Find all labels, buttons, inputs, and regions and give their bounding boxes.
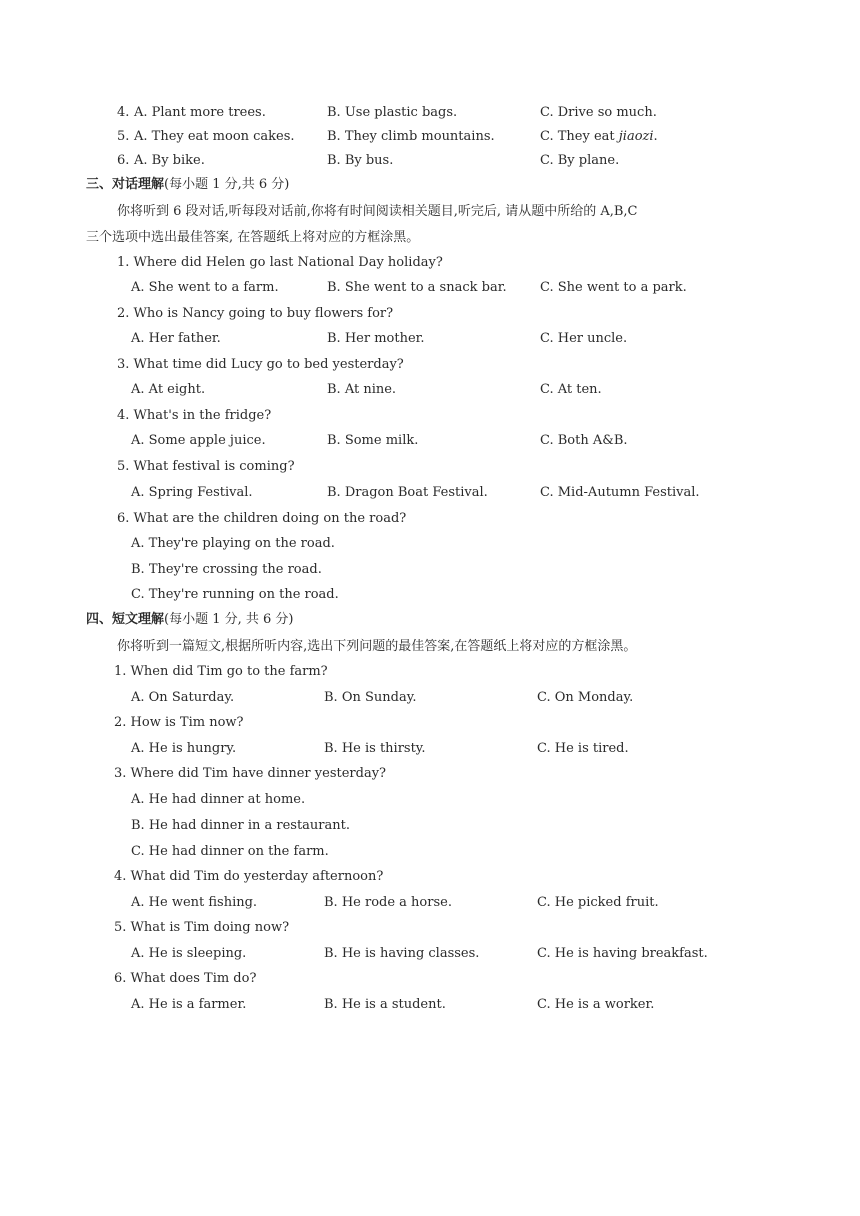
s4-q2-option-a: A. He is hungry.	[131, 741, 237, 756]
s4-q6-option-b: B. He is a student.	[324, 997, 446, 1012]
s4-q5-option-c: C. He is having breakfast.	[537, 946, 708, 961]
s4-q6-question: 6. What does Tim do?	[114, 971, 257, 986]
s3-q5-option-b: B. Dragon Boat Festival.	[327, 485, 488, 500]
s3-q1-question: 1. Where did Helen go last National Day holiday?	[117, 255, 443, 270]
s3-q2-question: 2. Who is Nancy going to buy flowers for?	[117, 306, 394, 321]
s3-q1-option-b: B. She went to a snack bar.	[327, 280, 507, 295]
s4-q4-option-a: A. He went fishing.	[131, 895, 258, 910]
section3-note: (每小题 1 分,共 6 分)	[164, 177, 290, 192]
s4-q1-question: 1. When did Tim go to the farm?	[114, 664, 328, 679]
s3-q5-option-c: C. Mid-Autumn Festival.	[540, 485, 700, 500]
p2-q6-option-b: B. By bus.	[327, 153, 394, 168]
s4-q5-question: 5. What is Tim doing now?	[114, 920, 290, 935]
s3-q6-option-a: A. They're playing on the road.	[131, 536, 335, 551]
s4-q3-option-a: A. He had dinner at home.	[131, 792, 306, 807]
s4-q1-option-a: A. On Saturday.	[131, 690, 235, 705]
s3-q3-option-c: C. At ten.	[540, 382, 602, 397]
s4-q5-option-b: B. He is having classes.	[324, 946, 480, 961]
s3-q3-option-a: A. At eight.	[131, 382, 206, 397]
p2-q5-option-c: C. They eat jiaozi.	[540, 129, 658, 144]
s3-q4-option-b: B. Some milk.	[327, 433, 419, 448]
section3-title: 三、对话理解	[86, 177, 165, 192]
p2-q4-option-c: C. Drive so much.	[540, 105, 657, 120]
s4-q3-option-b: B. He had dinner in a restaurant.	[131, 818, 350, 833]
s3-q1-option-c: C. She went to a park.	[540, 280, 687, 295]
p2-q4-option-a: A. Plant more trees.	[134, 105, 266, 120]
section3-instruction-line2: 三个选项中选出最佳答案, 在答题纸上将对应的方框涂黑。	[86, 230, 420, 245]
s4-q2-question: 2. How is Tim now?	[114, 715, 244, 730]
s3-q5-option-a: A. Spring Festival.	[131, 485, 253, 500]
s3-q1-option-a: A. She went to a farm.	[131, 280, 279, 295]
p2-q5-option-b: B. They climb mountains.	[327, 129, 495, 144]
s4-q6-option-a: A. He is a farmer.	[131, 997, 247, 1012]
s4-q1-option-c: C. On Monday.	[537, 690, 634, 705]
p2-q4-option-b: B. Use plastic bags.	[327, 105, 458, 120]
s4-q2-option-b: B. He is thirsty.	[324, 741, 426, 756]
s4-q1-option-b: B. On Sunday.	[324, 690, 417, 705]
s4-q4-option-b: B. He rode a horse.	[324, 895, 452, 910]
s4-q2-option-c: C. He is tired.	[537, 741, 629, 756]
s4-q4-question: 4. What did Tim do yesterday afternoon?	[114, 869, 384, 884]
section4-instruction: 你将听到一篇短文,根据所听内容,选出下列问题的最佳答案,在答题纸上将对应的方框涂黑。	[117, 639, 637, 654]
s3-q4-option-c: C. Both A&B.	[540, 433, 628, 448]
s3-q6-option-c: C. They're running on the road.	[131, 587, 339, 602]
s4-q3-option-c: C. He had dinner on the farm.	[131, 844, 329, 859]
section4-note: (每小题 1 分, 共 6 分)	[164, 612, 294, 627]
s3-q5-question: 5. What festival is coming?	[117, 459, 295, 474]
s3-q6-option-b: B. They're crossing the road.	[131, 562, 322, 577]
p2-q5-num: 5.	[117, 129, 130, 144]
section4-title: 四、短文理解	[86, 612, 165, 627]
p2-q6-option-c: C. By plane.	[540, 153, 620, 168]
p2-q5-option-a: A. They eat moon cakes.	[134, 129, 295, 144]
s3-q2-option-b: B. Her mother.	[327, 331, 425, 346]
s3-q3-question: 3. What time did Lucy go to bed yesterday?	[117, 357, 404, 372]
p2-q6-num: 6.	[117, 153, 130, 168]
s3-q6-question: 6. What are the children doing on the road?	[117, 511, 407, 526]
s4-q3-question: 3. Where did Tim have dinner yesterday?	[114, 766, 387, 781]
s4-q5-option-a: A. He is sleeping.	[131, 946, 247, 961]
s4-q4-option-c: C. He picked fruit.	[537, 895, 659, 910]
s3-q2-option-a: A. Her father.	[131, 331, 221, 346]
section3-instruction-line1: 你将听到 6 段对话,听每段对话前,你将有时间阅读相关题目,听完后, 请从题中所给的 A,B,C	[117, 204, 638, 219]
s4-q6-option-c: C. He is a worker.	[537, 997, 655, 1012]
s3-q2-option-c: C. Her uncle.	[540, 331, 628, 346]
p2-q6-option-a: A. By bike.	[134, 153, 205, 168]
section3-heading	[86, 176, 289, 194]
s3-q3-option-b: B. At nine.	[327, 382, 397, 397]
p2-q4-num: 4.	[117, 105, 130, 120]
section4-heading	[86, 611, 294, 629]
s3-q4-option-a: A. Some apple juice.	[131, 433, 266, 448]
s3-q4-question: 4. What's in the fridge?	[117, 408, 272, 423]
